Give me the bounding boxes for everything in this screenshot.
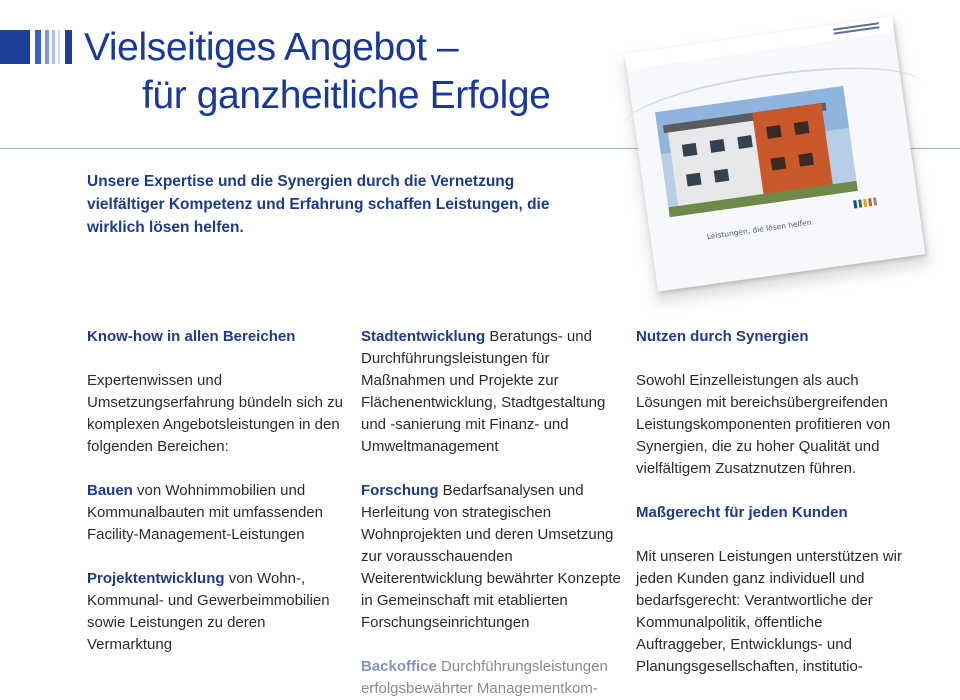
- col3-text-synergien: Sowohl Einzelleistungen als auch Lösungen mit bereichsübergreifenden Leistungskomponenten profitieren von Synergien, die zu hoher Qualität und vielfältigem Zusatznutzen führen.: [636, 372, 891, 477]
- page-headline: [84, 24, 550, 120]
- headline-line-1: Vielseitiges Angebot –: [84, 26, 459, 69]
- intro-text: Unsere Expertise und die Synergien durch die Vernetzung vielfältiger Kompetenz und Erfahrung schaffen Leistungen, die wirklich lösen helfen.: [87, 173, 550, 236]
- brochure-color-bars: [853, 192, 880, 213]
- column-2: [361, 326, 621, 700]
- brochure-cover: [625, 16, 926, 291]
- col2-item-backoffice: [361, 656, 621, 700]
- bar-4: [52, 30, 55, 64]
- term-stadtentwicklung: Stadtentwicklung: [361, 328, 486, 345]
- col3-heading-synergien: Nutzen durch Synergien: [636, 328, 809, 345]
- term-forschung: Forschung: [361, 482, 439, 499]
- bar-1: [0, 30, 30, 64]
- text-projektentwicklung: von Wohn-, Kommunal- und Gewerbeimmobilien sowie Leistungen zu deren Vermarktung: [87, 570, 330, 653]
- col3-heading-kunden: Maßgerecht für jeden Kunden: [636, 504, 848, 521]
- text-stadtentwicklung: Beratungs- und Durchführungsleistungen für Maßnahmen und Projekte zur Flächenentwicklung, Stadtgestaltung und -sanierung mit Finanz- und Umweltmanagement: [361, 328, 606, 455]
- col1-intro: Expertenwissen und Umsetzungserfahrung bündeln sich zu komplexen Angebotsleistungen in den folgenden Bereichen:: [87, 372, 343, 455]
- text-forschung: Bedarfsanalysen und Herleitung von strategischen Wohnprojekten und deren Umsetzung zur vorausschauenden Weiterentwicklung bewährter Konzepte in Gemeinschaft mit etablierten Forschungseinrichtungen: [361, 482, 621, 631]
- bar-6: [65, 30, 72, 64]
- col1-item-bauen: [87, 480, 345, 546]
- text-backoffice: Durchführungsleistungen erfolgsbewährter Managementkom-: [361, 658, 608, 697]
- column-1: [87, 326, 345, 656]
- term-backoffice: Backoffice: [361, 658, 437, 675]
- bar-5: [58, 30, 60, 64]
- col2-item-forschung: [361, 480, 621, 634]
- column-3: [636, 326, 906, 678]
- term-projektentwicklung: Projektentwicklung: [87, 570, 225, 587]
- col3-text-kunden: Mit unseren Leistungen unterstützen wir jeden Kunden ganz individuell und bedarfsgerecht: Verantwortliche der Kommunalpolitik, öffentliche Auftraggeber, Entwicklungs- und Planungsgesellschaften, institutio-: [636, 548, 902, 675]
- brochure-image: [628, 14, 938, 304]
- text-bauen: von Wohnimmobilien und Kommunalbauten mit umfassenden Facility-Management-Leistungen: [87, 482, 323, 543]
- col2-item-stadtentwicklung: [361, 326, 621, 458]
- headline-line-2: für ganzheitliche Erfolge: [142, 74, 551, 117]
- col1-heading: Know-how in allen Bereichen: [87, 328, 296, 345]
- term-bauen: Bauen: [87, 482, 133, 499]
- col1-item-projektentwicklung: [87, 568, 345, 656]
- bar-2: [35, 30, 41, 64]
- bar-3: [45, 30, 49, 64]
- brochure-caption: Leistungen, die lösen helfen: [706, 217, 813, 242]
- brochure-top-band: [625, 16, 895, 69]
